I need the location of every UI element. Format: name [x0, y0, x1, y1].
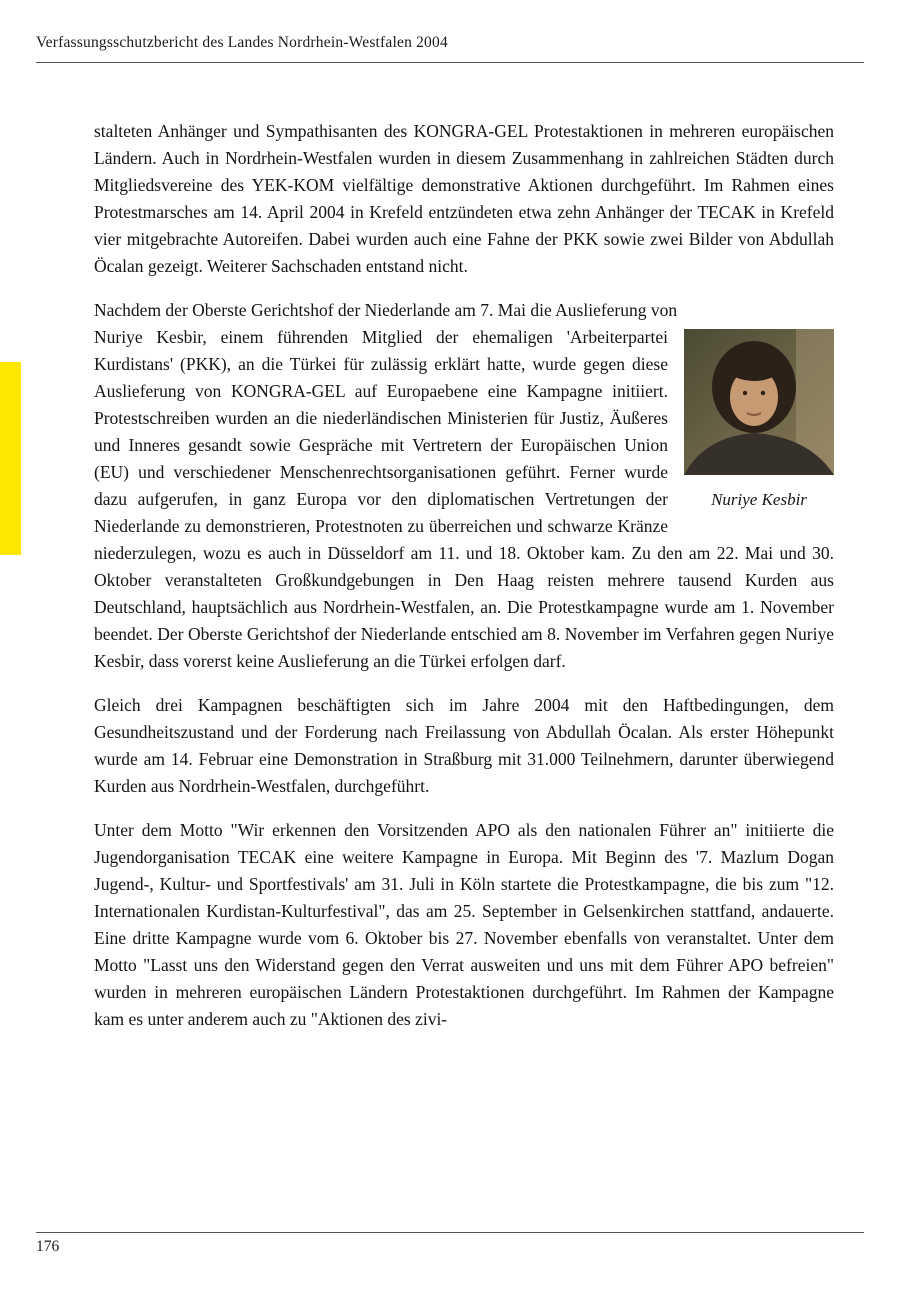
paragraph-campaigns: Gleich drei Kampagnen beschäftigten sich im Jahre 2004 mit den Haftbedingungen, dem Gesundheitszustand und der Forderung nach Freilassung von Abdullah Öcalan. Als erster Höhepunkt wurde am 14. Februar eine Demonstration in Straßburg mit 31.000 Teilnehmern, darunter überwiegend Kurden aus Nordrhein-Westfalen, durchgeführt. [94, 695, 834, 796]
paragraph-kesbir-with-photo [94, 324, 834, 675]
page-body [94, 118, 834, 1050]
paragraph-kesbir-body: Nuriye Kesbir, einem führenden Mitglied der ehemaligen 'Arbeiterpartei Kurdistans' (PKK), an die Türkei für zulässig erklärt hatte, wurde gegen diese Auslieferung von KONGRA-GEL auf Europaebene eine Kampagne initiiert. Protestschreiben wurden an die niederländischen Ministerien für Justiz, Äußeres und Inneres gesandt sowie Gespräche mit Vertretern der Europäischen Union (EU) und verschiedener Menschenrechtsorganisationen geführt. Ferner wurde dazu aufgerufen, in ganz Europa vor den diplomatischen Vertretungen der Niederlande zu demonstrieren, Protestnoten zu überreichen und schwarze Kränze niederzulegen, wozu es auch in Düsseldorf am 11. und 18. Oktober kam. Zu den am 22. Mai und 30. Oktober veranstalteten Großkundgebungen in Den Haag reisten mehrere tausend Kurden aus Deutschland, hauptsächlich aus Nordrhein-Westfalen, an. Die Protestkampagne wurde am 1. November beendet. Der Oberste Gerichtshof der Niederlande entschied am 8. November im Verfahren gegen Nuriye Kesbir, dass vorerst keine Auslieferung an die Türkei erfolgen darf. [94, 327, 834, 671]
page-number: 176 [36, 1238, 60, 1255]
paragraph-kesbir-intro: Nachdem der Oberste Gerichtshof der Niederlande am 7. Mai die Auslieferung von [94, 300, 678, 320]
paragraph-motto: Unter dem Motto "Wir erkennen den Vorsitzenden APO als den nationalen Führer an" initiierte die Jugendorganisation TECAK eine weitere Kampagne in Europa. Mit Beginn des '7. Mazlum Dogan Jugend-, Kultur- und Sportfestivals' am 31. Juli in Köln startete die Protestkampagne, die bis zum "12. Internationalen Kurdistan-Kulturfestival", das am 25. September in Gelsenkirchen stattfand, andauerte. Eine dritte Kampagne wurde vom 6. Oktober bis 27. November ebenfalls von veranstaltet. Unter dem Motto "Lasst uns den Widerstand gegen den Verrat ausweiten und uns mit dem Führer APO befreien" wurden in mehreren europäischen Ländern Protestaktionen durchgeführt. Im Rahmen der Kampagne kam es unter anderem auch zu "Aktionen des zivi- [94, 820, 834, 1029]
photo-caption: Nuriye Kesbir [711, 490, 807, 509]
page-header-title: Verfassungsschutzbericht des Landes Nordrhein-Westfalen 2004 [36, 34, 448, 51]
margin-highlight-bar [0, 362, 21, 555]
photo-figure [684, 329, 834, 511]
footer-rule [36, 1232, 864, 1233]
nuriye-kesbir-photo [684, 329, 834, 475]
header-rule [36, 62, 864, 63]
paragraph-continuation: stalteten Anhänger und Sympathisanten des KONGRA-GEL Protestaktionen in mehreren europäischen Ländern. Auch in Nordrhein-Westfalen wurden in diesem Zusammenhang in zahlreichen Städten durch Mitgliedsvereine des YEK-KOM vielfältige demonstrative Aktionen durchgeführt. Im Rahmen eines Protestmarsches am 14. April 2004 in Krefeld entzündeten etwa zehn Anhänger der TECAK in Krefeld vier mitgebrachte Autoreifen. Dabei wurden auch eine Fahne der PKK sowie zwei Bilder von Abdullah Öcalan gezeigt. Weiterer Sachschaden entstand nicht. [94, 121, 834, 276]
